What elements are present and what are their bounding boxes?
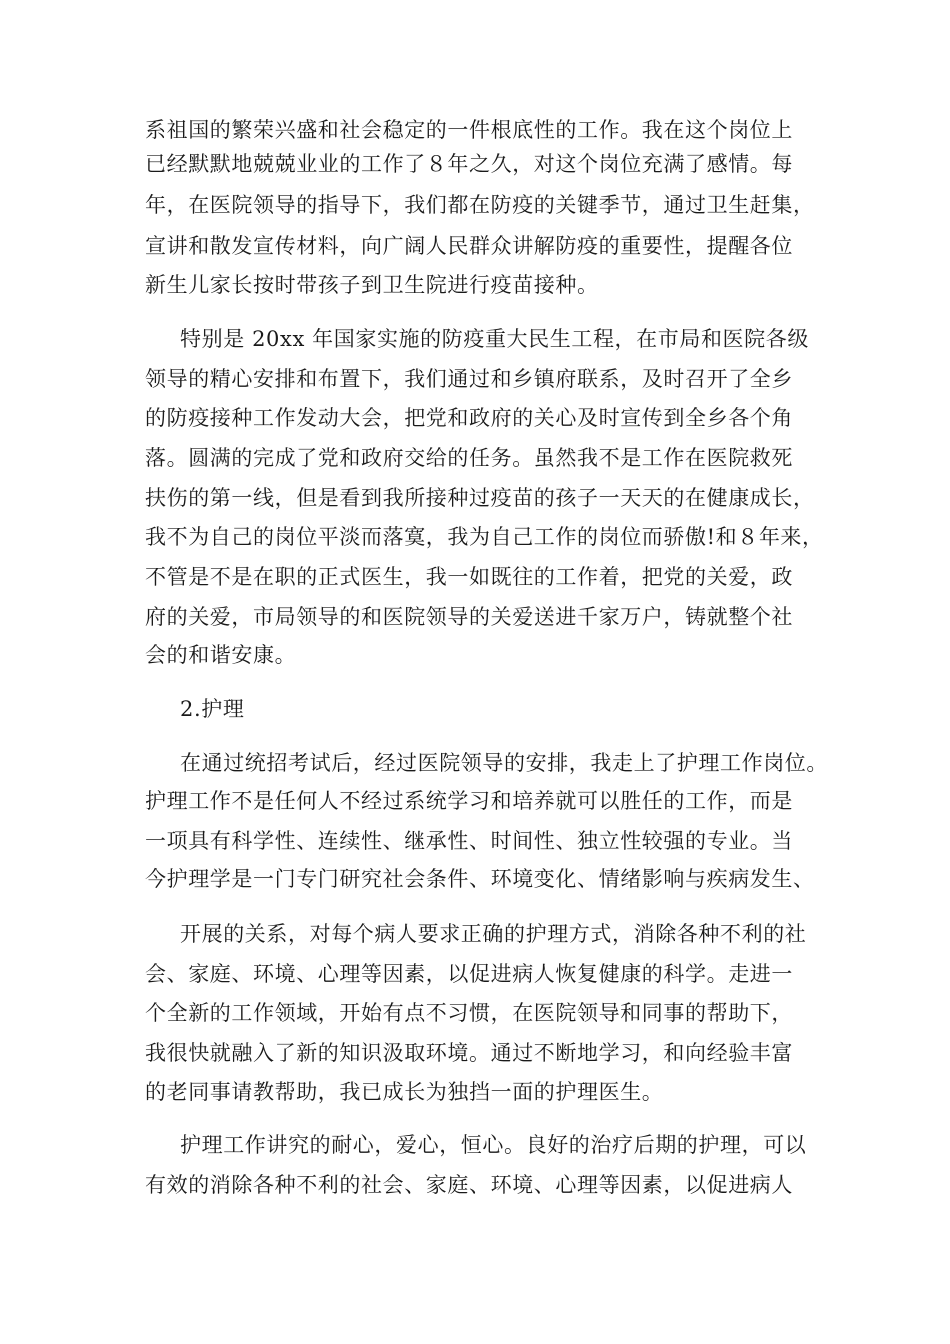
text-line: 开展的关系，对每个病人要求正确的护理方式，消除各种不利的社 — [180, 922, 807, 946]
text-line: 领导的精心安排和布置下，我们通过和乡镇府联系，及时召开了全乡 — [145, 367, 793, 391]
text-line: 的防疫接种工作发动大会，把党和政府的关心及时宣传到全乡各个角 — [145, 406, 793, 430]
text-line: 的老同事请教帮助，我已成长为独挡一面的护理医生。 — [145, 1080, 664, 1104]
text-line: 不管是不是在职的正式医生，我一如既往的工作着，把党的关爱，政 — [145, 565, 793, 589]
text-line: 我不为自己的岗位平淡而落寞，我为自己工作的岗位而骄傲!和８年来， — [145, 525, 824, 549]
text-line: 扶伤的第一线，但是看到我所接种过疫苗的孩子一天天的在健康成长， — [145, 486, 815, 510]
text-line: 年，在医院领导的指导下，我们都在防疫的关键季节，通过卫生赶集， — [145, 193, 815, 217]
text-line: 新生儿家长按时带孩子到卫生院进行疫苗接种。 — [145, 273, 599, 297]
text-line: 会、家庭、环境、心理等因素，以促进病人恢复健康的科学。走进一 — [145, 962, 793, 986]
text-line: 我很快就融入了新的知识汲取环境。通过不断地学习，和向经验丰富 — [145, 1041, 793, 1065]
text-line: 会的和谐安康。 — [145, 643, 297, 667]
text-line: 宣讲和散发宣传材料，向广阔人民群众讲解防疫的重要性，提醒各位 — [145, 234, 793, 258]
section-heading: 2.护理 — [180, 697, 245, 721]
text-line: 特别是 20xx 年国家实施的防疫重大民生工程，在市局和医院各级 — [180, 327, 809, 351]
text-line: 府的关爱，市局领导的和医院领导的关爱送进千家万户，铸就整个社 — [145, 605, 793, 629]
text-line: 有效的消除各种不利的社会、家庭、环境、心理等因素，以促进病人 — [145, 1173, 793, 1197]
text-line: 今护理学是一门专门研究社会条件、环境变化、情绪影响与疾病发生、 — [145, 867, 815, 891]
text-line: 已经默默地兢兢业业的工作了８年之久，对这个岗位充满了感情。每 — [145, 152, 793, 176]
text-line: 落。圆满的完成了党和政府交给的任务。虽然我不是工作在医院救死 — [145, 446, 793, 470]
text-line: 系祖国的繁荣兴盛和社会稳定的一件根底性的工作。我在这个岗位上 — [145, 118, 793, 142]
text-line: 护理工作不是任何人不经过系统学习和培养就可以胜任的工作，而是 — [145, 789, 793, 813]
text-line: 一项具有科学性、连续性、继承性、时间性、独立性较强的专业。当 — [145, 829, 793, 853]
text-line: 护理工作讲究的耐心，爱心，恒心。良好的治疗后期的护理，可以 — [180, 1133, 807, 1157]
text-line: 在通过统招考试后，经过医院领导的安排，我走上了护理工作岗位。 — [180, 751, 828, 775]
text-line: 个全新的工作领域，开始有点不习惯，在医院领导和同事的帮助下， — [145, 1001, 793, 1025]
